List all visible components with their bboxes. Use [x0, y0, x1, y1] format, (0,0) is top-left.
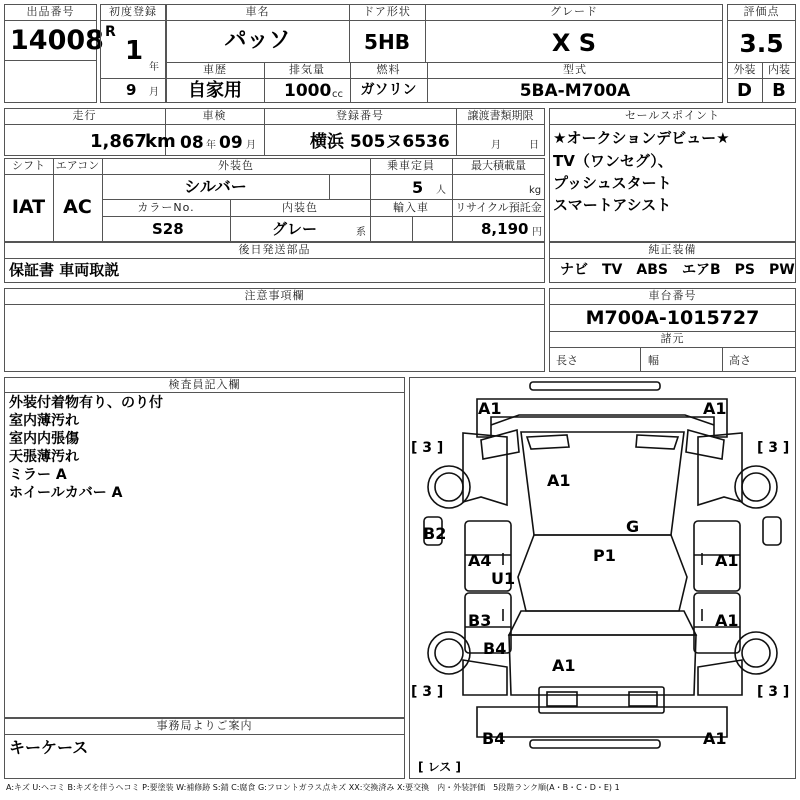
chassis-header: 車台番号	[648, 289, 697, 302]
selling-line-3: プッシュスタート	[553, 174, 672, 192]
tire-mark: [ 3 ]	[757, 684, 790, 700]
score-header: 評価点	[743, 5, 780, 18]
fuel-header: 燃料	[376, 63, 401, 76]
first-reg-header: 初度登録	[109, 5, 157, 18]
inspector-line-3: 室内内張傷	[9, 431, 79, 447]
door-header: ドア形状	[363, 5, 411, 18]
displacement-value: 1000	[284, 81, 332, 101]
damage-mark: U1	[491, 569, 516, 588]
int-header: 内装	[768, 63, 790, 76]
damage-mark: P1	[593, 546, 616, 565]
damage-mark: A1	[703, 729, 727, 748]
height-label: 高さ	[729, 354, 751, 367]
inspector-line-5: ミラー A	[9, 467, 67, 483]
ac-value: AC	[63, 196, 92, 218]
damage-mark: B2	[423, 524, 447, 543]
capacity-header: 乗車定員	[387, 159, 435, 172]
damage-mark: A1	[715, 551, 739, 570]
damage-mark: A1	[547, 471, 571, 490]
model-header: 型式	[563, 63, 587, 76]
max-load-header: 最大積載量	[471, 159, 526, 172]
equip-value: ナビ TV ABS エアB PS PW	[560, 262, 795, 278]
grade-value: X S	[551, 29, 597, 57]
color-no-header: カラーNo.	[137, 201, 195, 214]
inspector-line-2: 室内薄汚れ	[9, 413, 79, 429]
plate-header: 登録番号	[336, 109, 384, 122]
damage-mark: A4	[468, 551, 492, 570]
color-no-value: S28	[152, 220, 184, 238]
width-label: 幅	[648, 354, 659, 367]
cc-unit: cc	[332, 89, 343, 100]
selling-line-1: ★オークションデビュー★	[553, 129, 730, 147]
int-color-header: 内装色	[282, 201, 318, 214]
shaken-hist-value: 自家用	[188, 80, 242, 101]
mileage-header: 走行	[72, 109, 97, 122]
int-score-value: B	[772, 80, 786, 101]
ext-color-value: シルバー	[184, 177, 247, 196]
capacity-unit: 人	[436, 185, 446, 196]
equip-header: 純正装備	[648, 243, 697, 256]
lot-no-value: 14008	[10, 25, 104, 56]
transfer-header: 譲渡書類期限	[467, 109, 534, 122]
insp-month-unit: 月	[246, 140, 256, 151]
plate-value: 横浜 505ヌ6536	[310, 132, 450, 152]
inspection-header: 車検	[202, 109, 227, 122]
notes-header: 注意事項欄	[244, 289, 305, 302]
import-header: 輸入車	[393, 201, 429, 214]
recycle-header: リサイクル預託金	[455, 201, 542, 214]
int-color-unit: 系	[356, 227, 366, 238]
damage-mark: B4	[482, 729, 506, 748]
displacement-header: 排気量	[289, 63, 325, 76]
insp-year-unit: 年	[206, 140, 216, 151]
tire-mark: [ 3 ]	[411, 684, 444, 700]
transfer-month-unit: 月	[491, 140, 501, 151]
inspector-line-6: ホイールカバー A	[9, 485, 123, 501]
recycle-value: 8,190	[481, 220, 529, 238]
ext-header: 外装	[733, 63, 756, 76]
legend-text: A:キズ U:ヘコミ B:キズを伴うヘコミ P:要塗装 W:補修跡 S:錆 C:腐食 G:フロントガラス点キズ XX:交換済み X:要交換 内・外装評価 5段階ランク順(A・B・C・D・E) 1	[6, 783, 620, 792]
selling-line-2: TV（ワンセグ）、	[553, 152, 673, 170]
inspector-line-1: 外装付着物有り、のり付	[9, 395, 163, 411]
damage-mark: B4	[483, 639, 507, 658]
month-value: 9	[126, 81, 137, 99]
km-unit: km	[145, 131, 176, 152]
mileage-value: 1,867	[90, 131, 147, 152]
damage-mark: G	[626, 517, 640, 536]
car-name-value: パッソ	[224, 28, 291, 53]
capacity-value: 5	[412, 178, 424, 197]
recycle-unit: 円	[532, 227, 542, 238]
ac-header: エアコン	[55, 159, 100, 172]
later-parts-header: 後日発送部品	[238, 243, 311, 256]
inspector-header: 検査員記入欄	[168, 378, 241, 391]
inspector-line-4: 天張薄汚れ	[9, 449, 79, 465]
tire-mark: [ 3 ]	[757, 440, 790, 456]
damage-mark: B3	[468, 611, 492, 630]
era-value: R	[105, 24, 116, 40]
insp-year-value: 08	[180, 133, 204, 153]
spare-tire-mark: [ レス ]	[418, 760, 461, 774]
shaken-hist-header: 車歴	[203, 63, 227, 76]
damage-mark: A1	[478, 399, 502, 418]
shift-header: シフト	[12, 159, 45, 172]
shift-value: IAT	[11, 196, 46, 218]
score-value: 3.5	[739, 29, 784, 58]
month-unit: 月	[149, 87, 159, 98]
damage-mark: A1	[715, 611, 739, 630]
insp-month-value: 09	[219, 133, 243, 153]
year-value: 1	[125, 36, 144, 66]
fuel-value: ガソリン	[360, 82, 417, 98]
chassis-value: M700A-1015727	[585, 307, 760, 329]
model-value: 5BA-M700A	[519, 81, 631, 101]
tire-mark: [ 3 ]	[411, 440, 444, 456]
specs-header: 諸元	[660, 332, 685, 345]
car-damage-diagram	[409, 377, 796, 779]
office-value: キーケース	[9, 738, 89, 757]
car-name-header: 車名	[245, 5, 270, 18]
year-unit: 年	[149, 62, 159, 73]
transfer-day-unit: 日	[529, 140, 539, 151]
selling-header: セールスポイント	[624, 109, 720, 122]
later-parts-value: 保証書 車両取説	[9, 261, 120, 279]
ext-color-header: 外装色	[218, 159, 254, 172]
max-load-unit: kg	[529, 185, 542, 196]
door-value: 5HB	[364, 30, 410, 54]
office-header: 事務局よりご案内	[156, 719, 253, 732]
selling-line-4: スマートアシスト	[553, 196, 672, 214]
lot-no-header: 出品番号	[26, 5, 75, 18]
length-label: 長さ	[556, 354, 578, 367]
grade-header: グレード	[550, 5, 598, 18]
damage-mark: A1	[703, 399, 727, 418]
damage-mark: A1	[552, 656, 576, 675]
ext-score-value: D	[737, 80, 752, 101]
int-color-value: グレー	[272, 220, 318, 238]
